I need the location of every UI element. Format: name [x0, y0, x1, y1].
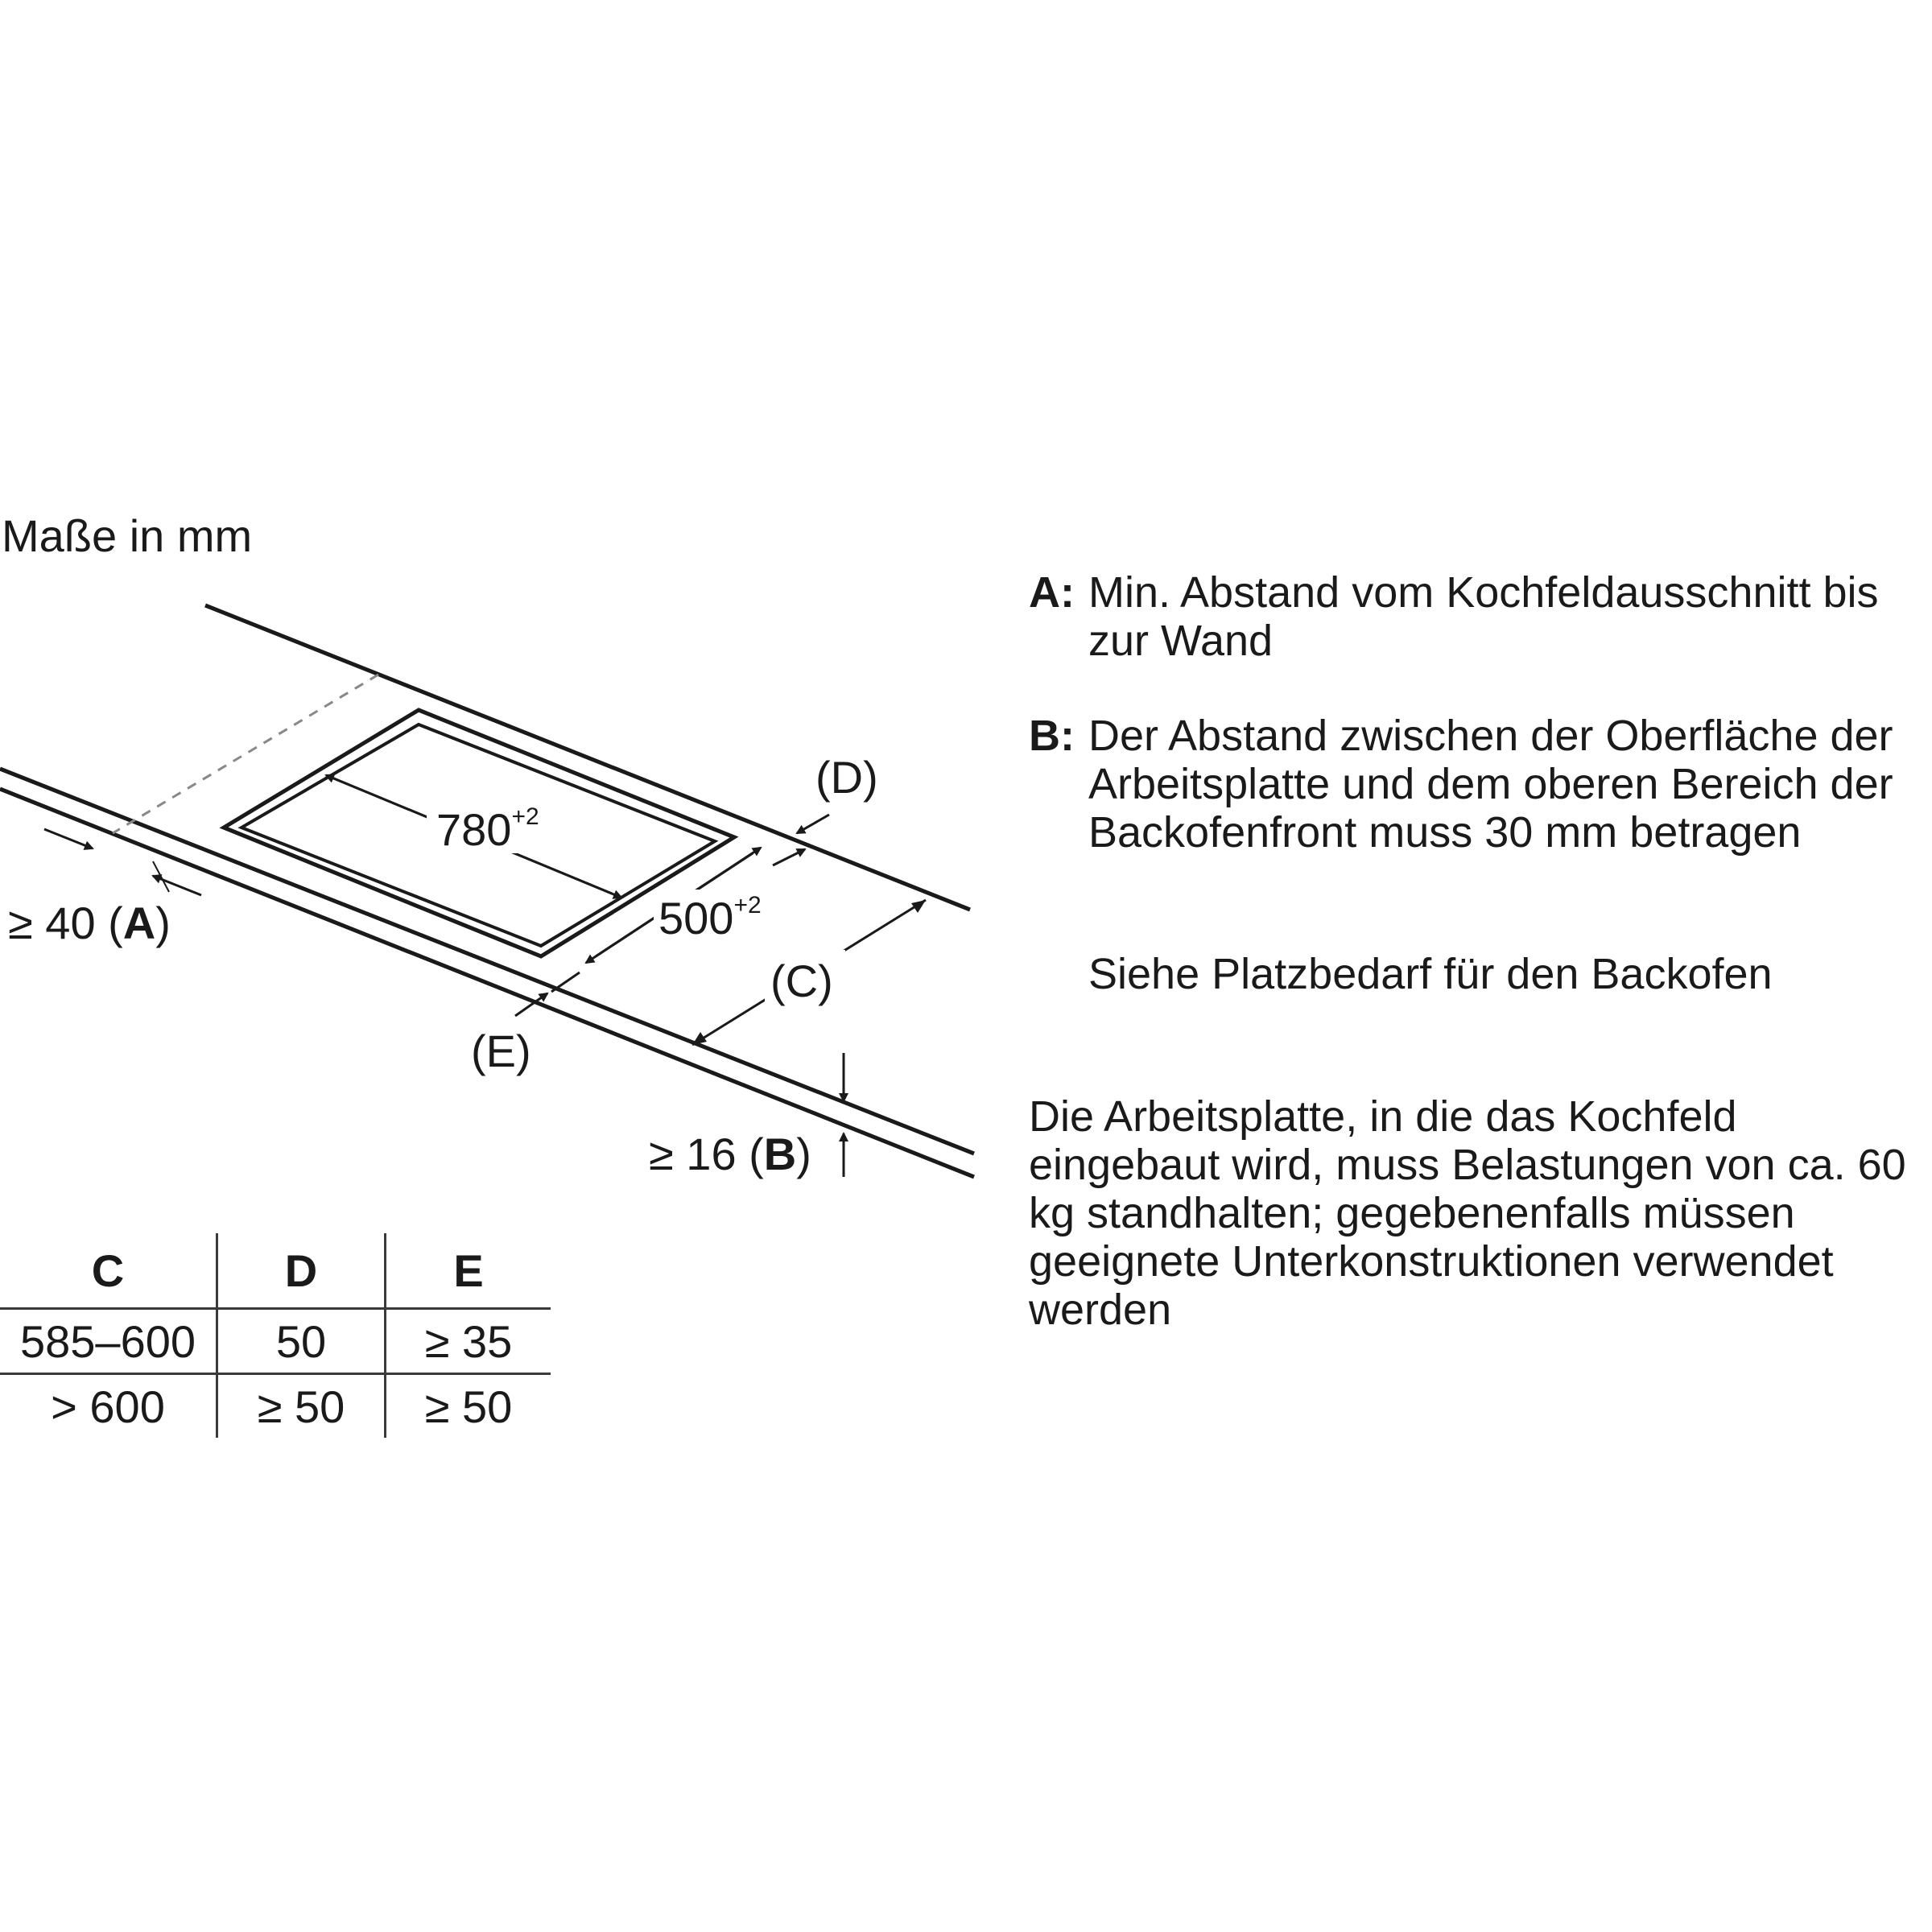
d-dimension-arrow-lower: [773, 849, 805, 865]
oven-note-text: Siehe Platzbedarf für den Backofen: [1088, 950, 1773, 998]
table-cell: ≥ 50: [217, 1374, 386, 1439]
table-row: [0, 1309, 551, 1374]
table-header-d: D: [217, 1233, 386, 1309]
table-header-e: E: [386, 1233, 551, 1309]
table-cell: > 600: [0, 1374, 217, 1439]
legend-key-b: B:: [1029, 712, 1075, 760]
e-dimension-arrow-back: [551, 972, 580, 992]
width-label: $780^{+2}$: [436, 803, 539, 855]
dimension-table: [0, 1233, 551, 1438]
d-dimension-arrow-upper: [797, 815, 829, 833]
legend-text-a: Min. Abstand vom Kochfeldausschnitt bis zur Wand: [1088, 568, 1879, 665]
legend-item-a: [1029, 568, 1930, 665]
table-cell: 585–600: [0, 1309, 217, 1374]
table-cell: 50: [217, 1309, 386, 1374]
legend-key-a: A:: [1029, 568, 1075, 617]
table-row: [0, 1374, 551, 1439]
d-dimension-label: (D): [815, 752, 878, 803]
table-cell: ≥ 50: [386, 1374, 551, 1439]
depth-label: $500^{+2}$: [658, 892, 762, 943]
units-label: Maße in mm: [2, 510, 253, 561]
table-header-c: C: [91, 1245, 125, 1296]
a-dimension-label: ≥ 40 (A): [8, 898, 171, 948]
b-dimension-label: ≥ 16 (B): [649, 1129, 811, 1179]
wall-guide-dashed: [113, 675, 378, 833]
e-dimension-label: (E): [471, 1026, 531, 1076]
load-note: Die Arbeitsplatte, in die das Kochfeld eingebaut wird, muss Belastungen von ca. 60 kg standhalten; gegebenenfalls müssen geeignete Unterkonstruktionen verwendet werden: [1029, 1092, 1906, 1334]
legend-item-b: [1029, 712, 1930, 857]
a-dimension-arrow-left: [44, 829, 93, 848]
c-dimension-label: (C): [770, 956, 833, 1006]
oven-note: [1029, 950, 1930, 998]
legend-text-b: Der Abstand zwischen der Oberfläche der Arbeitsplatte und dem oberen Bereich der Backofenfront muss 30 mm betragen: [1088, 712, 1893, 857]
table-cell: ≥ 35: [386, 1309, 551, 1374]
a-dimension-arrow-right: [153, 876, 201, 895]
table-header-row: [0, 1233, 551, 1309]
